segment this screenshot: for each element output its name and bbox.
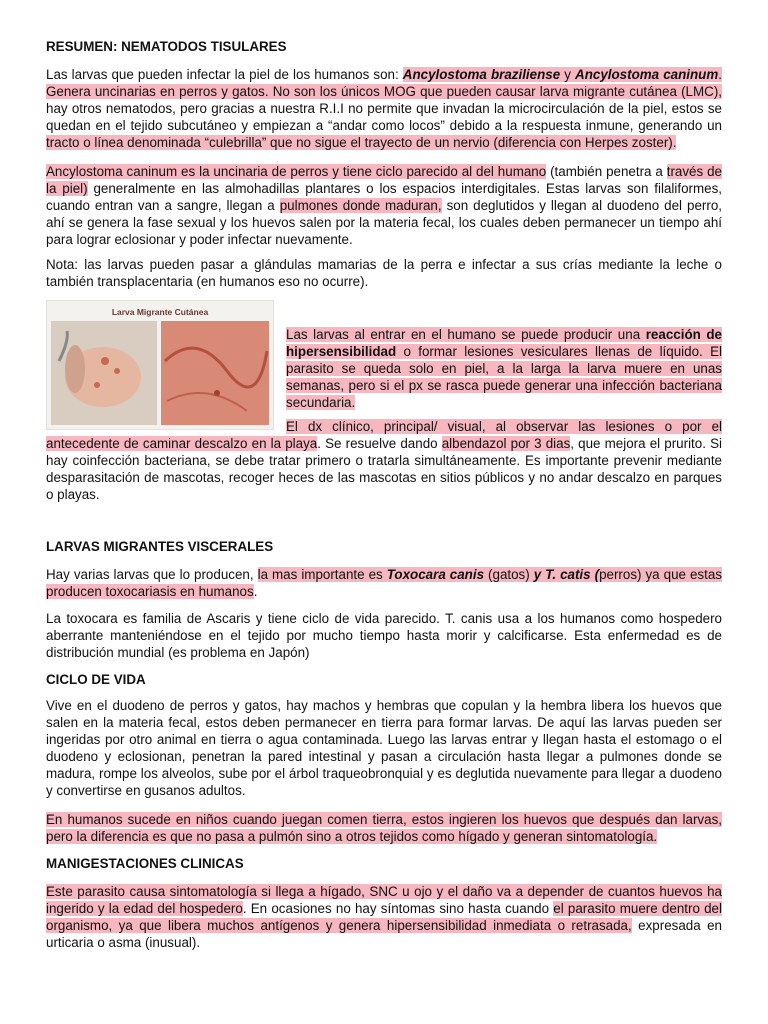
text-run: . (253, 584, 258, 599)
text-run: la mas importante es (257, 567, 387, 582)
text-run: y (560, 67, 576, 82)
text-run: generalmente en las almohadillas plantares o los espacios interdigitales. Estas larvas son filaliformes, cuando entran van a sangre, llegan a (46, 181, 722, 213)
text-run: hay otros nematodos, pero gracias a nuestra R.I.I no permite que invadan la microcirculación de la piel, estos se quedan en el tejido subcutáneo y empiezan a “andar como locos” debido a la respuesta inmune, generando un (46, 101, 722, 133)
highlight-text: El dx clínico, principal/ visual, al observar las lesiones o por el antecedente de caminar descalzo en la playa (46, 419, 722, 451)
section-title-nematodos-tisulares: RESUMEN: NEMATODOS TISULARES (46, 39, 287, 54)
paragraph-ciclo: Vive en el duodeno de perros y gatos, hay machos y hembras que copulan y la hembra libera los huevos que salen en la materia fecal, estos deben permanecer en tierra para formar larvas. De aquí las larvas pueden ser ingeridas por otro animal en tierra o agua contaminada. Luego las larvas entrar y llegan hasta el estomago o el duodeno y eclosionan, penetran la pared intestinal y pasan a circulación hasta llegar a pulmones donde se madura, rompe los alveolos, sube por el árbol traqueobronquial y es deglutida nuevamente para llegar a duodeno y convertirse en gusanos adultos. (46, 698, 722, 798)
highlight-text: En humanos sucede en niños cuando juegan comen tierra, estos ingieren los huevos que después dan larvas, pero la diferencia es que no pasa a pulmón sino a otros tejidos como hígado y generan sintomatología. (46, 812, 722, 844)
document-page (46, 38, 722, 951)
highlight-text: Ancylostoma caninum es la uncinaria de perros y tiene ciclo parecido al del humano (46, 164, 547, 179)
text-run: (también penetra a (546, 164, 667, 179)
species-name: Toxocara canis (386, 567, 485, 582)
text-run: Hay varias larvas que lo producen, (46, 567, 258, 582)
paragraph-dx-container (46, 418, 722, 503)
species-name: Ancylostoma caninum (575, 67, 719, 82)
text-run: son deglutidos y llegan al duodeno del perro, ahí se genera la fase sexual y los huevos salen por la materia fecal, los cuales deben permanecer un tiempo ahí para lograr eclosionar y poder infectar nuevamente. (46, 198, 722, 247)
spacer (46, 504, 722, 538)
skin-lesion-photo-icon (47, 301, 273, 429)
highlight-text: través de la piel) (46, 164, 722, 196)
paragraph-ancylostoma-caninum (46, 163, 722, 248)
paragraph-nota: Nota: las larvas pueden pasar a glándulas mamarias de la perra e infectar a sus crías mediante la leche o también transplacentaria (en humanos eso no ocurre). (46, 257, 722, 289)
text-run: perros) ya que estas producen toxocariasis en humanos (46, 567, 722, 599)
section-title-ciclo-de-vida: CICLO DE VIDA (46, 672, 146, 687)
paragraph-humanos (46, 811, 722, 845)
highlight-text: Este parasito causa sintomatología si llega a hígado, SNC u ojo y el daño va a depender de cuantos huevos ha ingerido y la edad del hospedero (46, 884, 722, 916)
paragraph-ascaris: La toxocara es familia de Ascaris y tiene ciclo de vida parecido. T. canis usa a los humanos como hospedero aberrante manteniéndose en el tejido por mucho tiempo hasta morir y calcificarse. Esta enfermedad es de distribución mundial (es problema en Japón) (46, 611, 722, 660)
paragraph-toxocara (46, 566, 722, 600)
text-run: Las larvas que pueden infectar la piel de los humanos son: (46, 67, 403, 82)
figure-block (46, 300, 722, 504)
text-run: , que mejora el prurito. Si hay coinfección bacteriana, se debe tratar primero o tratarla simultáneamente. Es importante prevenir mediante desparasitación de mascotas, recoger heces de las mascotas en sitios públicos y no andar descalzo en parques o playas. (46, 436, 722, 502)
species-name: y T. catis ( (533, 567, 600, 582)
larva-migrante-image (46, 300, 274, 430)
highlight-albendazol: albendazol por 3 dias (441, 436, 571, 451)
paragraph-sintomatologia (46, 883, 722, 951)
section-title-manifestaciones: MANIGESTACIONES CLINICAS (46, 856, 244, 871)
text-run: Las larvas al entrar en el humano se puede producir una (286, 327, 646, 342)
section-title-larvas-viscerales: LARVAS MIGRANTES VISCERALES (46, 539, 274, 554)
highlight-hipersensibilidad (286, 327, 722, 410)
text-run: expresada en urticaria o asma (inusual). (46, 918, 722, 950)
text-run: . En ocasiones no hay síntomas sino hasta cuando (242, 901, 554, 916)
highlight-text: el parasito muere dentro del organismo, ya que libera muchos antígenos y genera hipersensibilidad inmediata o retrasada, (46, 901, 722, 933)
highlight-text: pulmones donde maduran, (279, 198, 442, 213)
text-run: . Genera uncinarias en perros y gatos. No son los únicos MOG que pueden causar larva migrante cutánea (LMC), (46, 67, 722, 99)
highlight-culebrilla: tracto o línea denominada “culebrilla” que no sigue el trayecto de un nervio (diferencia con Herpes zoster). (46, 135, 677, 150)
figure-caption: Larva Migrante Cutánea (111, 307, 209, 317)
figure-side-text (286, 326, 722, 411)
text-run: . Se resuelve dando (317, 436, 442, 451)
paragraph-dx-clinico (46, 418, 722, 503)
text-run: o formar lesiones vesiculares llenas de líquido. El parasito se queda solo en piel, a la larga la larva muere en unas semanas, pero si el px se rasca puede generar una infección bacteriana secundaria. (286, 344, 722, 410)
bold-term: reacción de hipersensibilidad (286, 327, 722, 359)
species-name: Ancylostoma braziliense (402, 67, 561, 82)
paragraph-hipersensibilidad (286, 326, 722, 411)
paragraph-larvas-piel (46, 66, 722, 151)
text-run: (gatos) (484, 567, 534, 582)
